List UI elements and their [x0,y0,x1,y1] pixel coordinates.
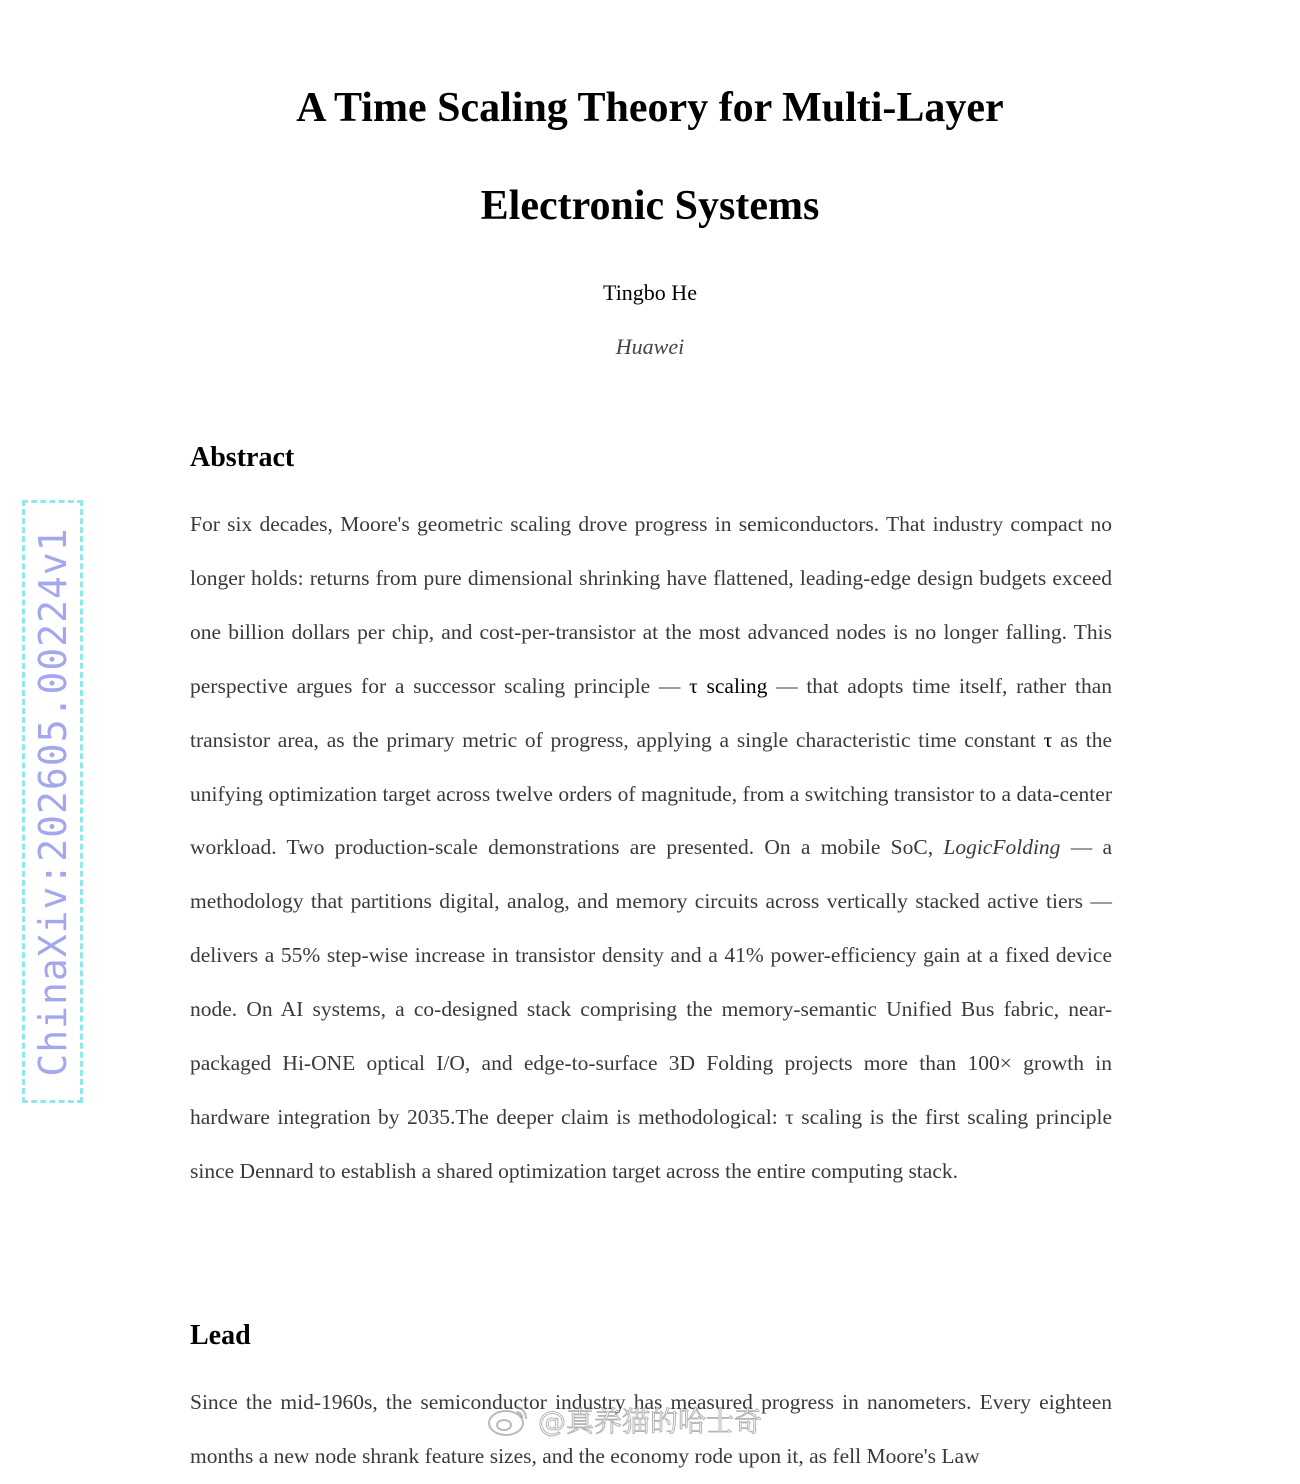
abstract-text-3: as the unifying optimization target across twelve orders of magnitude, from a switching transistor to a data-center workload. Two production-scale demonstrations are presented. On a mobile SoC, [190,727,1112,860]
watermark-text: @真养猫的哈士奇 [538,1405,763,1438]
paper-title-line-1: A Time Scaling Theory for Multi-Layer [296,85,1004,131]
abstract-text-1: For six decades, Moore's geometric scaling drove progress in semiconductors. That industry compact no longer holds: returns from pure dimensional shrinking have flattened, leading-edge design budgets exceed one billion dollars per chip, and cost-per-transistor at the most advanced nodes is no longer falling. This perspective argues for a successor scaling principle — [190,512,1112,698]
abstract-heading: Abstract [190,442,295,473]
chinaxiv-id-stamp [22,500,83,1103]
author-name: Tingbo He [603,280,697,305]
abstract-text-4: — a methodology that partitions digital, analog, and memory circuits across vertically stacked active tiers — delivers a 55% step-wise increase in transistor density and a 41% power-efficiency gain at a fixed device node. On AI systems, a co-designed stack comprising the memory-semantic Unified Bus fabric, near-packaged Hi-ONE optical I/O, and edge-to-surface 3D Folding projects more than 100× growth in hardware integration by 2035.The deeper claim is methodological: τ scaling is the first scaling principle since Dennard to establish a shared optimization target across the entire computing stack. [190,835,1112,1183]
lead-heading: Lead [190,1320,251,1351]
lead-body: Since the mid-1960s, the semiconductor industry has measured progress in nanometers. Every eighteen months a new node shrank feature sizes, and the economy rode upon it, as fell Moore's Law [190,1390,1112,1468]
logicfolding-term: LogicFolding [943,835,1061,860]
tau-symbol: τ [1043,727,1053,752]
paper-title-line-2: Electronic Systems [480,183,820,229]
chinaxiv-id-text: ChinaXiv:202605.00224v1 [30,526,75,1077]
tau-scaling-term: τ scaling [689,673,768,698]
author-affiliation: Huawei [615,334,685,359]
weibo-logo-icon [486,1403,530,1437]
weibo-watermark [486,1400,762,1440]
abstract-body [190,498,1112,1199]
abstract-text-2: — that adopts time itself, rather than transistor area, as the primary metric of progress, applying a single characteristic time constant [190,673,1112,752]
